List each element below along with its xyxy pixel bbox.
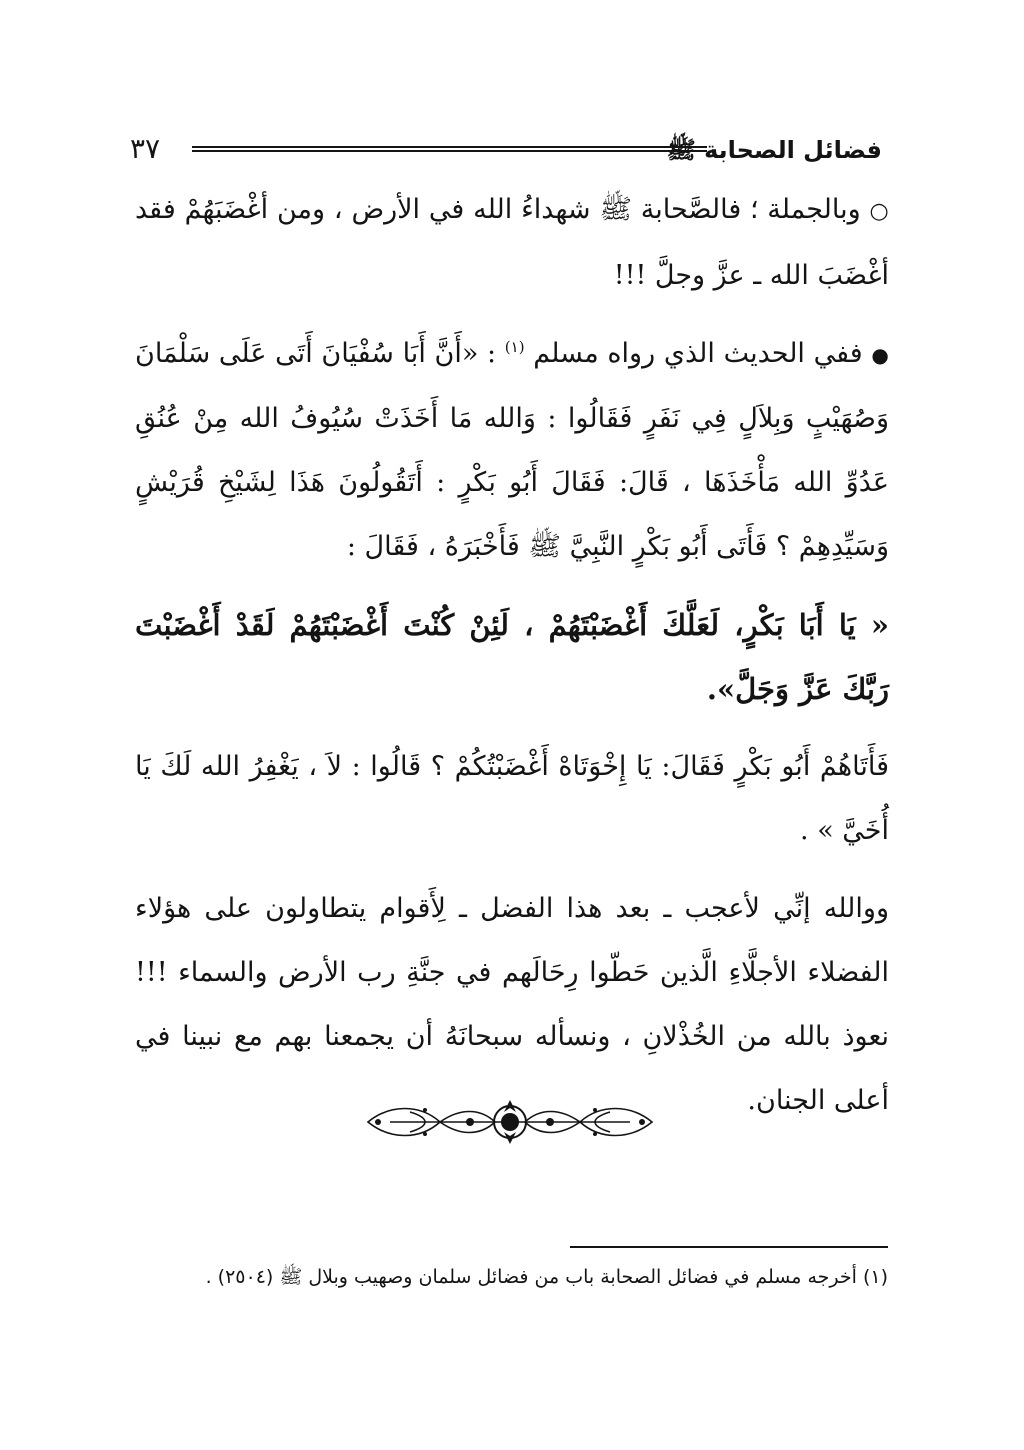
footnote-reference: (١) bbox=[504, 338, 525, 356]
running-header bbox=[130, 130, 882, 170]
decorative-ornament-icon bbox=[360, 1098, 660, 1146]
paragraph-hadith-end: فَأَتَاهُمْ أَبُو بَكْرٍ فَقَالَ: يَا إِخْوَتَاهْ أَغْضَبْتُكُمْ ؟ قَالُوا : لاَ ، يَغْفِرُ الله لَكَ يَا أُخَيَّ » . bbox=[135, 751, 889, 846]
footnote-separator bbox=[570, 1246, 888, 1248]
open-circle-bullet-icon: ○ bbox=[869, 199, 889, 224]
paragraph-hadith-intro bbox=[135, 322, 889, 579]
solid-circle-bullet-icon: ● bbox=[871, 343, 889, 367]
header-double-rule bbox=[192, 146, 707, 152]
running-title: فضائل الصحابة ﷺ bbox=[666, 136, 882, 164]
paragraph-summary-text: وبالجملة ؛ فالصَّحابة ﷺ شهداءُ الله في الأرض ، ومن أغْضَبَهُمْ فقد أغْضَبَ الله ـ عزَّ وجلَّ !!! bbox=[135, 194, 889, 291]
page-number: ٣٧ bbox=[130, 132, 161, 165]
footnote-text: (١) أخرجه مسلم في فضائل الصحابة باب من فضائل سلمان وصهيب وبلال ﷺ (٢٥٠٤) . bbox=[205, 1266, 888, 1288]
main-text bbox=[135, 178, 889, 1133]
paragraph-summary bbox=[135, 178, 889, 308]
hadith-intro-text-b: : «أَنَّ أَبَا سُفْيَانَ أَتَى عَلَى سَلْمَانَ وَصُهَيْبٍ وَبِلاَلٍ فِي نَفَرٍ فَقَالُوا : وَالله مَا أَخَذَتْ سُيُوفُ الله مِنْ عُنُقِ عَدُوِّ الله مَأْخَذَهَا ، قَالَ: فَقَالَ أَبُو بَكْرٍ : أَتَقُولُونَ هَذَا لِشَيْخِ قُرَيْشٍ وَسَيِّدِهِمْ ؟ فَأَتَى أَبُو بَكْرٍ النَّبِيَّ ﷺ فَأَخْبَرَهُ ، فَقَالَ : bbox=[135, 338, 889, 562]
hadith-intro-text-a: ففي الحديث الذي رواه مسلم bbox=[533, 338, 863, 369]
paragraph-prophet-quote: « يَا أَبَا بَكْرٍ، لَعَلَّكَ أَغْضَبْتَهُمْ ، لَئِنْ كُنْتَ أَغْضَبْتَهُمْ لَقَدْ أَغْضَبْتَ رَبَّكَ عَزَّ وَجَلَّ». bbox=[135, 608, 889, 706]
paragraph-conclusion: ووالله إنِّي لأعجب ـ بعد هذا الفضل ـ لِأَقوام يتطاولون على هؤلاء الفضلاء الأجلَّاءِ الَّذين حَطّوا رِحَالَهم في جنَّةِ رب الأرض والسماء !!! نعوذ بالله من الخُذْلانِ ، ونسأله سبحانَهُ أن يجمعنا بهم مع نبينا في أعلى الجنان. bbox=[135, 893, 889, 1116]
